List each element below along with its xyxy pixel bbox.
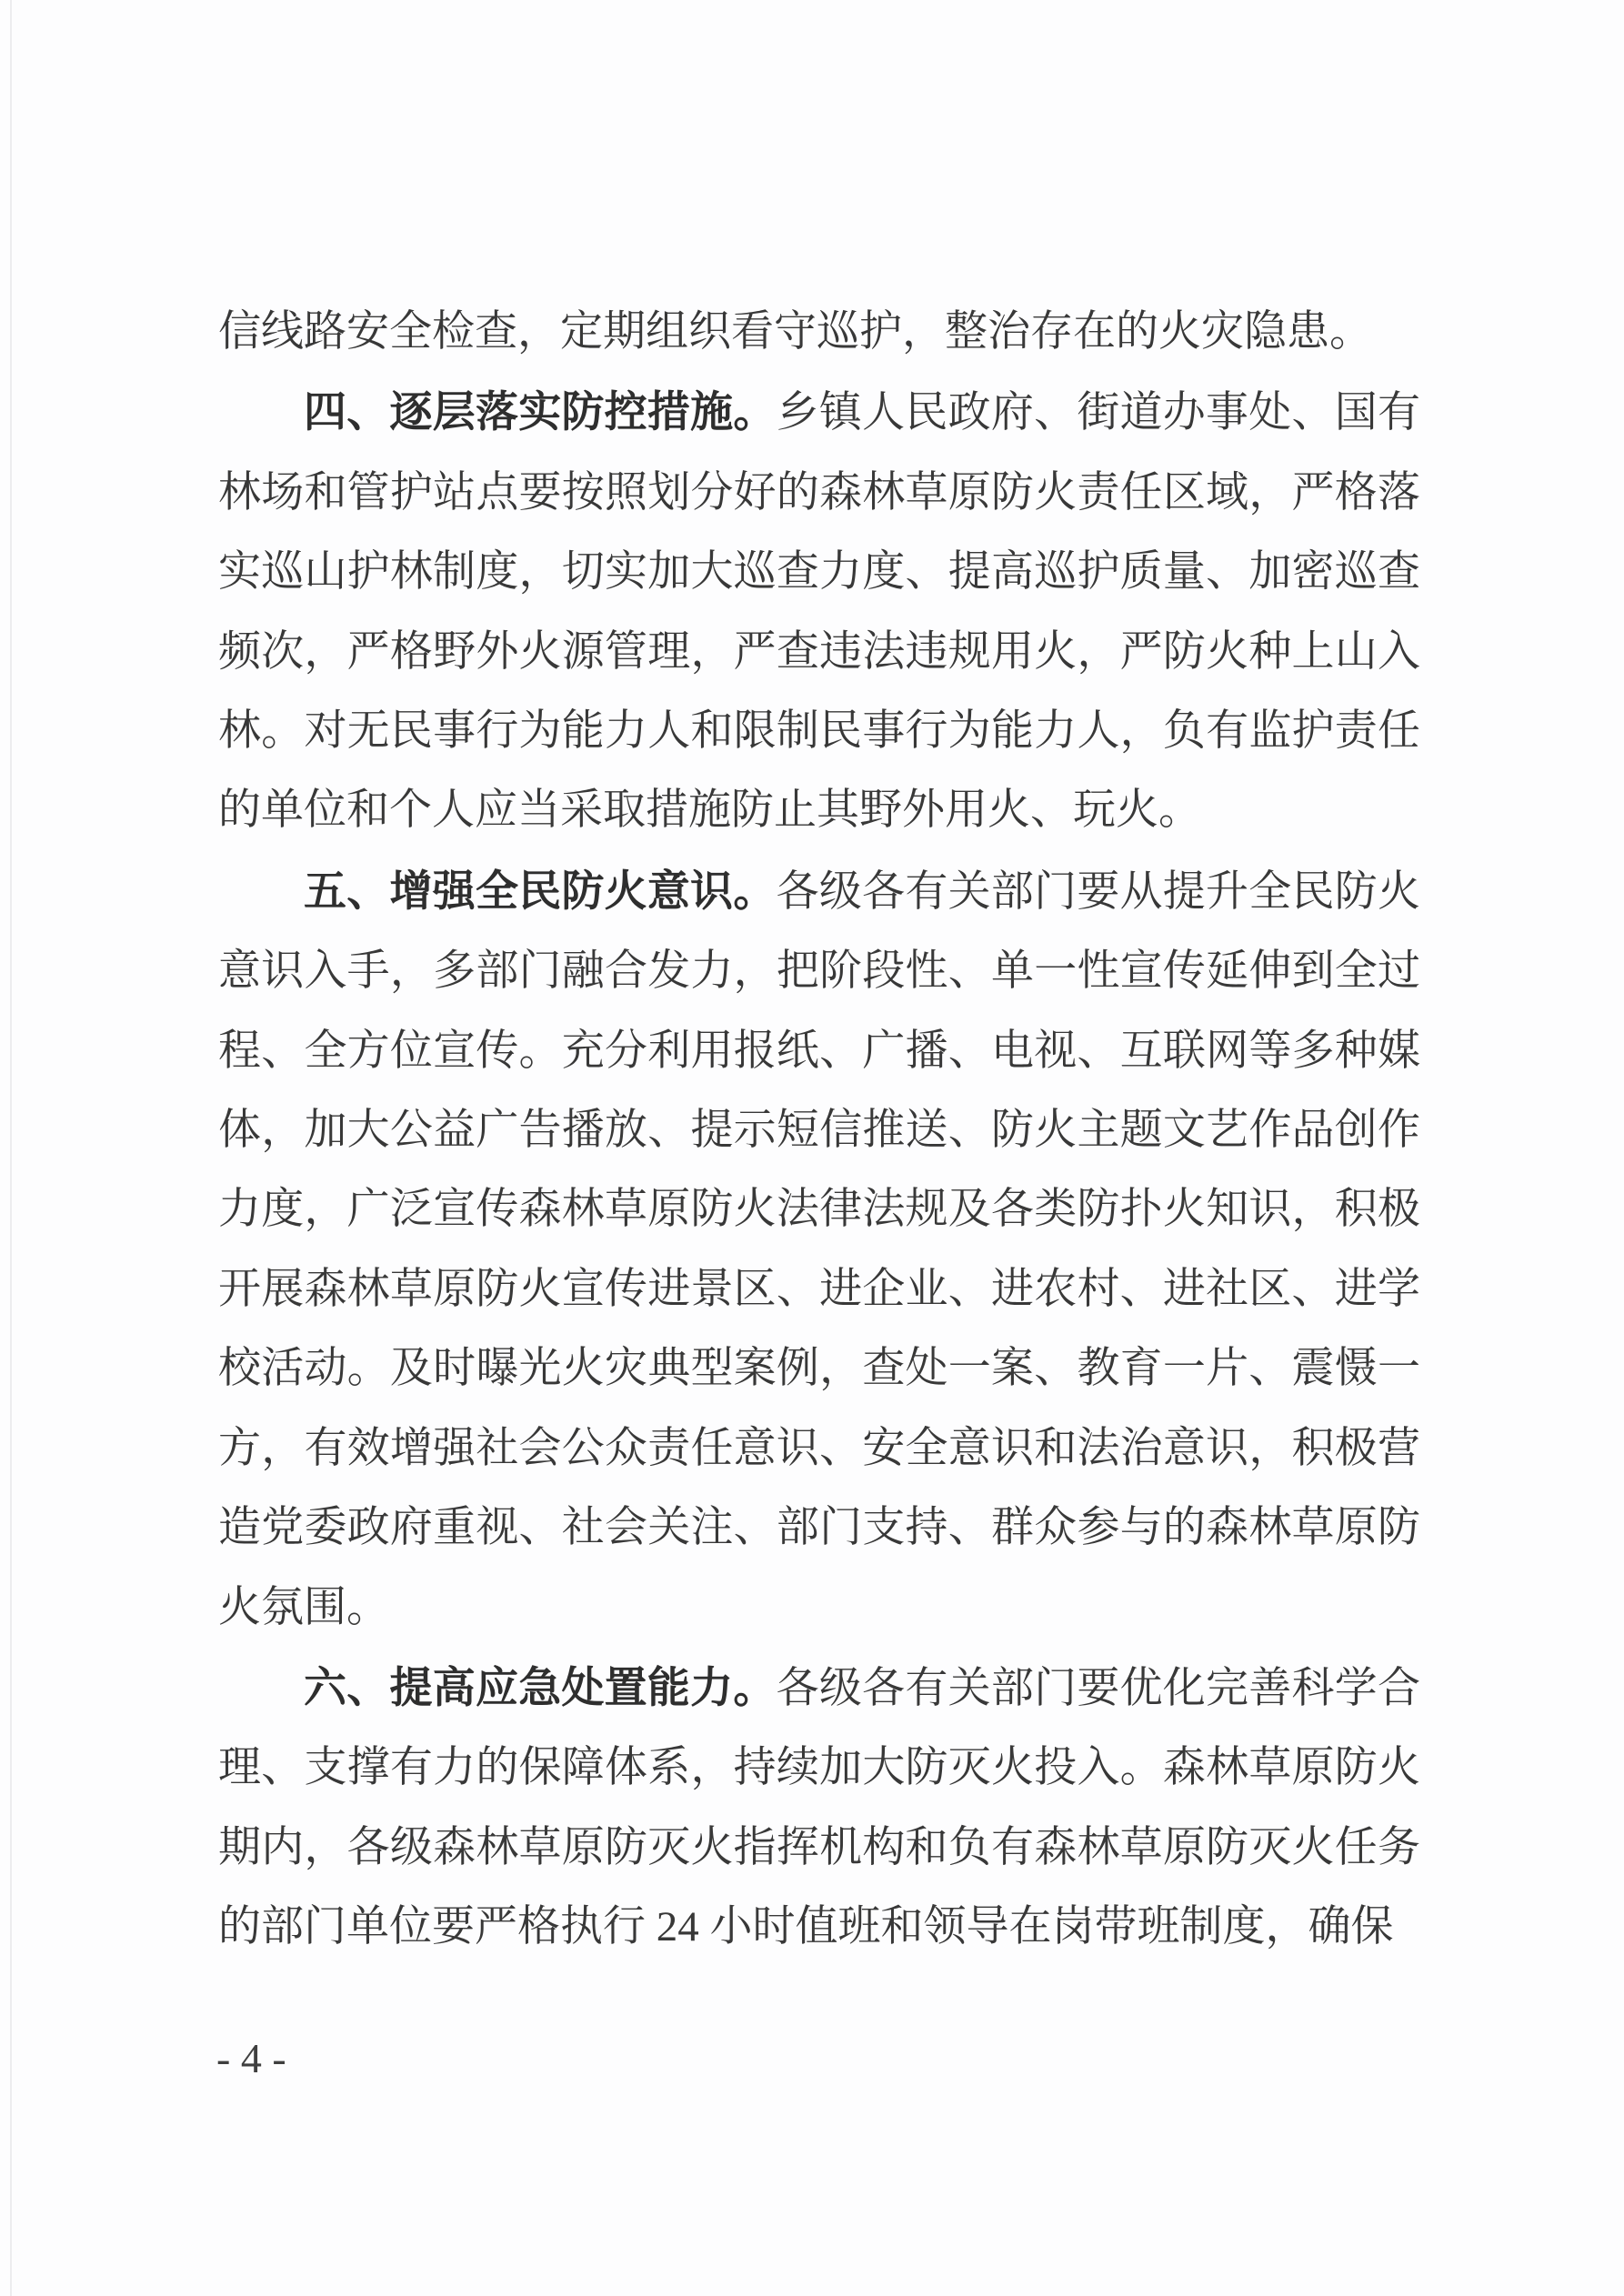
paragraph-text: 各级各有关部门要从提升全民防火意识入手，多部门融合发力，把阶段性、单一性宣传延伸到全过程、全方位宣传。充分利用报纸、广播、电视、互联网等多种媒体，加大公益广告播放、提示短信推送、防火主题文艺作品创作力度，广泛宣传森林草原防火法律法规及各类防扑火知识，积极开展森林草原防火宣传进景区、进企业、进农村、进社区、进学校活动。及时曝光火灾典型案例，查处一案、教育一片、震慑一方，有效增强社会公众责任意识、安全意识和法治意识，积极营造党委政府重视、社会关注、部门支持、群众参与的森林草原防火氛围。 [218, 867, 1420, 1631]
section-heading: 五、增强全民防火意识。 [304, 866, 777, 915]
paragraph [218, 1648, 1420, 1968]
section-heading: 四、逐层落实防控措施。 [304, 387, 777, 436]
section-heading: 六、提高应急处置能力。 [304, 1662, 777, 1711]
paragraph [218, 293, 1420, 372]
document-body [218, 293, 1420, 1968]
paragraph-text: 信线路安全检查，定期组织看守巡护，整治存在的火灾隐患。 [218, 308, 1372, 356]
scan-artifact-line [10, 0, 12, 2296]
paragraph-text: 各级各有关部门要优化完善科学合理、支撑有力的保障体系，持续加大防灭火投入。森林草原防火期内，各级森林草原防灭火指挥机构和负有森林草原防灭火任务的部门单位要严格执行 24 小时值班和领导在岗带班制度，确保 [218, 1664, 1420, 1951]
page-number: - 4 - [216, 2035, 286, 2081]
paragraph [218, 851, 1420, 1648]
paragraph-text: 乡镇人民政府、街道办事处、国有林场和管护站点要按照划分好的森林草原防火责任区域，严格落实巡山护林制度，切实加大巡查力度、提高巡护质量、加密巡查频次，严格野外火源管理，严查违法违规用火，严防火种上山入林。对无民事行为能力人和限制民事行为能力人，负有监护责任的单位和个人应当采取措施防止其野外用火、玩火。 [218, 389, 1420, 835]
paragraph [218, 372, 1420, 850]
